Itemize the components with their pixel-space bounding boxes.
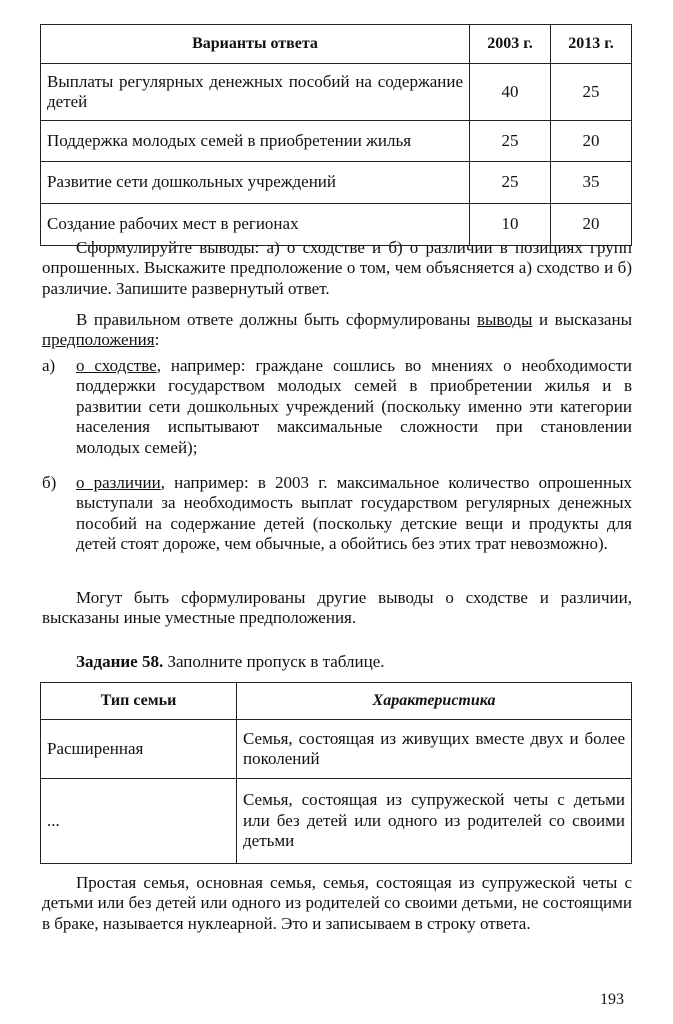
table-row xyxy=(41,162,632,204)
item-underlined-heading: о различии xyxy=(76,473,161,492)
other-conclusions-paragraph: Могут быть сформулированы другие выводы о сходстве и различии, высказаны иные уместные предположения. xyxy=(42,588,632,628)
value-2013: 35 xyxy=(551,162,632,204)
header-answer-options: Варианты ответа xyxy=(41,25,470,64)
answer-intro-paragraph xyxy=(42,310,632,351)
intro-underlined-assumptions: предположения xyxy=(42,330,155,350)
list-marker: а) xyxy=(42,356,56,375)
characteristic-cell: Семья, состоящая из супружеской четы с детьми или без детей или одного из родителей со своими детьми xyxy=(237,779,632,864)
table-row xyxy=(41,64,632,121)
row-label: Развитие сети дошкольных учреждений xyxy=(41,162,470,204)
question-paragraph: Сформулируйте выводы: а) о сходстве и б) о различии в позициях групп опрошенных. Выскажите предположение о том, чем объясняется а) сходство и б) различие. Запишите развернутый ответ. xyxy=(42,238,632,298)
header-2013: 2013 г. xyxy=(551,25,632,64)
answer-paragraph: Простая семья, основная семья, семья, состоящая из супружеской четы с детьми или без детей или одного из родителей со своими детьми, не состоящими в браке, называется нуклеарной. Это и записываем в строку ответа. xyxy=(42,873,632,933)
row-label: Выплаты регулярных денежных пособий на содержание детей xyxy=(41,64,470,121)
intro-underlined-conclusions: выводы xyxy=(476,310,533,329)
value-2013: 20 xyxy=(551,121,632,162)
item-text: , например: в 2003 г. максимальное количество опрошенных выступали за необходимость выплат государством регулярных денежных пособий на содержание детей (поскольку детские вещи и продукты для детей стоят дороже, чем обычные, а обойтись без этих трат невозможно). xyxy=(76,473,632,554)
value-2003: 10 xyxy=(470,204,551,246)
value-2013: 20 xyxy=(551,204,632,246)
list-item-difference xyxy=(42,473,632,555)
value-2013: 25 xyxy=(551,64,632,121)
family-types-table xyxy=(40,682,632,864)
item-text: , например: граждане сошлись во мнениях о необходимости поддержки государством молодых семей в приобретении жилья и в развитии сети дошкольных учреждений (поскольку именно эти категории населения испытывают максимальные сложности при становлении молодых семей); xyxy=(76,356,632,457)
task-heading xyxy=(42,652,632,672)
list-item-body xyxy=(76,473,632,555)
header-2003: 2003 г. xyxy=(470,25,551,64)
table-row xyxy=(41,779,632,864)
table-header-row xyxy=(41,683,632,720)
task-title: Задание 58. xyxy=(76,652,164,671)
table-row xyxy=(41,720,632,779)
header-family-type: Тип семьи xyxy=(41,683,237,720)
table-header-row xyxy=(41,25,632,64)
survey-results-table xyxy=(40,24,632,246)
row-label: Создание рабочих мест в регионах xyxy=(41,204,470,246)
intro-prefix: В правильном ответе должны быть сформулированы xyxy=(76,310,477,329)
value-2003: 25 xyxy=(470,121,551,162)
task-text: Заполните пропуск в таблице. xyxy=(163,652,385,671)
header-characteristic: Характеристика xyxy=(237,683,632,720)
intro-mid: и высказаны xyxy=(532,310,632,329)
list-marker: б) xyxy=(42,473,57,492)
table-row xyxy=(41,121,632,162)
family-type-cell: ... xyxy=(41,779,237,864)
value-2003: 25 xyxy=(470,162,551,204)
page-number: 193 xyxy=(600,991,624,1008)
intro-suffix: : xyxy=(154,330,160,350)
value-2003: 40 xyxy=(470,64,551,121)
characteristic-cell: Семья, состоящая из живущих вместе двух и более поколений xyxy=(237,720,632,779)
list-item-similarity xyxy=(42,356,632,458)
item-underlined-heading: о сходстве xyxy=(76,356,157,375)
list-item-body xyxy=(76,356,632,458)
family-type-cell: Расширенная xyxy=(41,720,237,779)
row-label: Поддержка молодых семей в приобретении жилья xyxy=(41,121,470,162)
